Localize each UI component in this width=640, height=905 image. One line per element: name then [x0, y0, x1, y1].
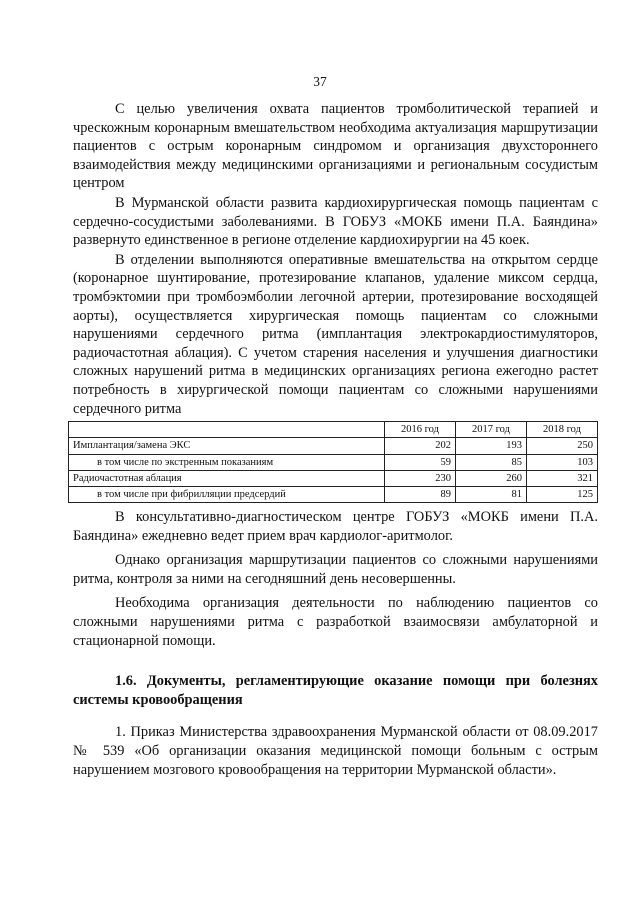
- table-header-2016: 2016 год: [385, 422, 456, 438]
- row-label: Имплантация/замена ЭКС: [69, 438, 385, 454]
- table-header-row: [69, 422, 598, 438]
- paragraph-required-organization: Необходима организация деятельности по наблюдению пациентов со сложными нарушениями ритма с разработкой взаимосвязи амбулаторной и стационарной помощи.: [73, 595, 598, 649]
- table-header-2018: 2018 год: [527, 422, 598, 438]
- cell-2017: 260: [456, 470, 527, 486]
- paragraph-thrombolysis: С целью увеличения охвата пациентов тромболитической терапией и чрескожным коронарным вмешательством необходима актуализация маршрутизации пациентов с острым коронарным синдромом и организация двухстороннего взаимодействия между медицинскими организациями и региональным сосудистым центром: [73, 101, 598, 192]
- cell-2016: 202: [385, 438, 456, 454]
- cell-2017: 81: [456, 486, 527, 502]
- section-heading: 1.6. Документы, регламентирующие оказание помощи при болезнях системы кровообращения: [73, 673, 598, 708]
- paragraph-department-operations: В отделении выполняются оперативные вмешательства на открытом сердце (коронарное шунтирование, протезирование клапанов, удаление миксом сердца, тромбэктомии при тромбоэмболии легочной артерии, протезирование восходящей аорты), осуществляется хирургическая помощь пациентам со сложными нарушениями сердечного ритма (имплантация электрокардиостимуляторов, радиочастотная аблация). С учетом старения населения и улучшения диагностики сложных нарушений ритма в медицинских организациях региона ежегодно растет потребность в хирургической помощи пациентам со сложными нарушениями сердечного ритма: [73, 251, 598, 417]
- cell-2018: 103: [527, 454, 598, 470]
- paragraph-consultation-center: В консультативно-диагностическом центре ГОБУЗ «МОКБ имени П.А. Баяндина» ежедневно ведет прием врач кардиолог-аритмолог.: [73, 509, 598, 544]
- cell-2018: 250: [527, 438, 598, 454]
- table-header-blank: [69, 422, 385, 438]
- cell-2018: 321: [527, 470, 598, 486]
- arrhythmia-statistics-table: [68, 421, 598, 503]
- row-label: в том числе при фибрилляции предсердий: [69, 486, 385, 502]
- table-header-2017: 2017 год: [456, 422, 527, 438]
- table-row: [69, 438, 598, 454]
- row-label: Радиочастотная аблация: [69, 470, 385, 486]
- page-content: [73, 100, 598, 779]
- list-item: 1. Приказ Министерства здравоохранения Мурманской области от 08.09.2017 № 539 «Об организации оказания медицинской помощи больным с острым нарушением мозгового кровообращения на территории Мурманской области».: [73, 724, 598, 778]
- row-label: в том числе по экстренным показаниям: [69, 454, 385, 470]
- cell-2016: 230: [385, 470, 456, 486]
- paragraph-routing-issues: Однако организация маршрутизации пациентов со сложными нарушениями ритма, контроля за ними на сегодняшний день несовершенны.: [73, 552, 598, 587]
- cell-2018: 125: [527, 486, 598, 502]
- cell-2016: 89: [385, 486, 456, 502]
- page-number: 37: [313, 74, 327, 89]
- cell-2017: 85: [456, 454, 527, 470]
- table-row: [69, 470, 598, 486]
- cell-2016: 59: [385, 454, 456, 470]
- table-row: [69, 454, 598, 470]
- table-row: [69, 486, 598, 502]
- paragraph-cardiac-surgery: В Мурманской области развита кардиохирургическая помощь пациентам с сердечно-сосудистыми заболеваниями. В ГОБУЗ «МОКБ имени П.А. Баяндина» развернуто единственное в регионе отделение кардиохирургии на 45 коек.: [73, 194, 598, 249]
- cell-2017: 193: [456, 438, 527, 454]
